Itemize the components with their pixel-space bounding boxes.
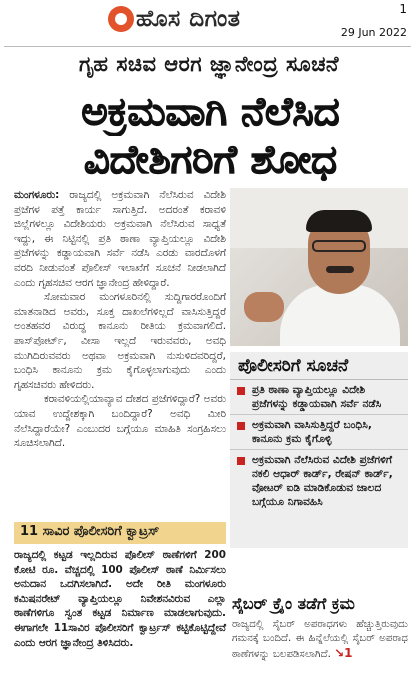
quarters-story-body: ರಾಜ್ಯದಲ್ಲಿ ಕಟ್ಟಡ ಇಲ್ಲದಿರುವ ಪೊಲೀಸ್ ಠಾಣೆಗಳಿಗೆ 200 ಕೋಟಿ ರೂ. ವೆಚ್ಚದಲ್ಲಿ 100 ಪೊಲೀಸ್ ಠಾಣೆ ನಿರ್ಮಿಸಲು ಅನುದಾನ ಒದಗಿಸಲಾಗಿದೆ. ಅದೇ ರೀತಿ ಮಂಗಳೂರು ಕಮಿಷನರೇಟ್ ವ್ಯಾಪ್ತಿಯಲ್ಲೂ ನಿವೇಶನವಿರುವ ಎಲ್ಲಾ ಠಾಣೆಗಳಿಗೂ ಸ್ವಂತ ಕಟ್ಟಡ ನಿರ್ಮಾಣ ಮಾಡಲಾಗುವುದು. ಈಗಾಗಲೇ 11ಸಾವಿರ ಪೊಲೀಸರಿಗೆ ಕ್ವಾರ್ಟ್ರಸ್ ಕಟ್ಟಿಕೊಟ್ಟಿದ್ದೇವೆ ಎಂದು ಆರಗ ಜ್ಞಾನೇಂದ್ರ ತಿಳಿಸಿದರು.: [14, 549, 226, 649]
quarters-subhead: 11 ಸಾವಿರ ಪೊಲೀಸರಿಗೆ ಕ್ವಾಟ್ರಸ್: [14, 522, 226, 544]
dateline: ಮಂಗಳೂರು:: [14, 189, 60, 201]
square-bullet-icon: [237, 457, 245, 465]
square-bullet-icon: [237, 387, 245, 395]
article-paragraph: ಮಂಗಳೂರು: ರಾಜ್ಯದಲ್ಲಿ ಅಕ್ರಮವಾಗಿ ನೆಲೆಸಿರುವ ವಿದೇಶಿ ಪ್ರಜೆಗಳ ಪತ್ತೆ ಕಾರ್ಯ ಸಾಗುತ್ತಿದೆ. ಅದರಂತೆ ಕರಾವಳಿ ಜಿಲ್ಲೆಗಳಲ್ಲೂ ವಿದೇಶಿಯರು ಅಕ್ರಮವಾಗಿ ನೆಲೆಸಿರುವ ಸಾಧ್ಯತೆ ಇದ್ದು, ಈ ನಿಟ್ಟಿನಲ್ಲಿ ಪ್ರತಿ ಠಾಣಾ ವ್ಯಾಪ್ತಿಯಲ್ಲೂ ವಿದೇಶಿ ಪ್ರಜೆಗಳನ್ನು ಕಡ್ಡಾಯವಾಗಿ ಸರ್ವೆ ನಡೆಸಿ ಎರಡು ವಾರದೊಳಗೆ ವರದಿ ನೀಡುವಂತೆ ಪೊಲೀಸ್ ಇಲಾಖೆಗೆ ಸೂಚನೆ ನೀಡಲಾಗಿದೆ ಎಂದು ಗೃಹಸಚಿವ ಆರಗ ಜ್ಞಾನೇಂದ್ರ ಹೇಳಿದ್ದಾರೆ.: [14, 189, 226, 289]
police-instructions-box: [230, 352, 408, 548]
headline-line-1: ಅಕ್ರಮವಾಗಿ ನೆಲೆಸಿದ: [80, 89, 340, 135]
minister-photo: [230, 188, 408, 346]
sidebar-item: ಅಕ್ರಮವಾಗಿ ವಾಸಿಸುತ್ತಿದ್ದರೆ ಬಂಧಿಸಿ, ಕಾನೂನು ಕ್ರಮ ಕೈಗೊಳ್ಳಿ: [230, 415, 408, 450]
article-headline: [14, 88, 406, 184]
cyber-crime-body: ರಾಜ್ಯದಲ್ಲಿ ಸೈಬರ್ ಅಪರಾಧಗಳು ಹೆಚ್ಚುತ್ತಿರುವುದು ಗಮನಕ್ಕೆ ಬಂದಿದೆ. ಈ ಹಿನ್ನೆಲೆಯಲ್ಲಿ ಸೈಬರ್ ಅಪರಾಧ ಠಾಣೆಗಳನ್ನು ಬಲಪಡಿಸಲಾಗಿದೆ. ↘1: [232, 619, 408, 660]
publication-date: 29 Jun 2022: [340, 26, 407, 39]
logo-text: ಹೊಸ ದಿಗಂತ: [136, 6, 241, 32]
article-body: [14, 188, 226, 451]
square-bullet-icon: [237, 422, 245, 430]
masthead: [0, 0, 415, 44]
continued-arrow-icon[interactable]: ↘1: [334, 646, 353, 660]
headline-line-2: ವಿದೇಶಿಗರಿಗೆ ಶೋಧ: [83, 137, 337, 183]
article-paragraph: ಸೋಮವಾರ ಮಂಗಳೂರಿನಲ್ಲಿ ಸುದ್ದಿಗಾರರೊಂದಿಗೆ ಮಾತನಾಡಿದ ಅವರು, ಸೂಕ್ತ ದಾಖಲೆಗಳಿಲ್ಲದೆ ವಾಸಿಸುತ್ತಿದ್ದರೆ ಅಂತಹವರ ವಿರುದ್ಧ ಕಾನೂನು ರೀತಿಯ ಕ್ರಮವಾಗಲಿದೆ. ಪಾಸ್‌ಪೋರ್ಟ್, ವೀಸಾ ಇಲ್ಲದೆ ಇರುವವರು, ಅವಧಿ ಮುಗಿದಿರುವವರು ಅಥವಾ ಅಕ್ರಮವಾಗಿ ನುಸುಳಿದವರಿದ್ದರೆ, ಬಂಧಿಸಿ ಕಾನೂನು ಕ್ರಮ ಕೈಗೊಳ್ಳಲಾಗುವುದು ಎಂದು ಗೃಹಸಚಿವರು ಹೇಳಿದರು.: [14, 291, 226, 391]
sidebar-title: ಪೊಲೀಸರಿಗೆ ಸೂಚನೆ: [230, 352, 408, 380]
newspaper-logo: [108, 4, 240, 34]
page-number: 1: [399, 2, 407, 16]
article-kicker: ಗೃಹ ಸಚಿವ ಆರಗ ಜ್ಞಾನೇಂದ್ರ ಸೂಚನೆ: [79, 52, 339, 76]
logo-sun-icon: [108, 6, 134, 32]
article-paragraph: ಕರಾವಳಿಯಲ್ಲಿಯಾವ್ಯಾವ ದೇಶದ ಪ್ರಜೆಗಳಿದ್ದಾರೆ? ಅವರು ಯಾವ ಉದ್ದೇಶಕ್ಕಾಗಿ ಬಂದಿದ್ದಾರೆ? ಅವಧಿ ಮೀರಿ ನೆಲೆಸಿದ್ದಾರೆಯೇ? ಎಂಬುದರ ಬಗ್ಗೆಯೂ ಮಾಹಿತಿ ಸಂಗ್ರಹಿಸಲು ಸೂಚಿಸಲಾಗಿದೆ.: [14, 393, 226, 450]
sidebar-item: ಅಕ್ರಮವಾಗಿ ನೆಲೆಸಿರುವ ವಿದೇಶಿ ಪ್ರಜೆಗಳಿಗೆ ನಕಲಿ ಆಧಾರ್ ಕಾರ್ಡ್, ರೇಷನ್ ಕಾರ್ಡ್, ವೋಟರ್ ಐಡಿ ಮಾಡಿಕೊಡುವ ಜಾಲದ ಬಗ್ಗೆಯೂ ನಿಗಾವಹಿಸಿ: [230, 450, 408, 512]
cyber-crime-headline: ಸೈಬರ್ ಕ್ರೈಂ ತಡೆಗೆ ಕ್ರಮ: [232, 594, 355, 613]
sidebar-item: ಪ್ರತಿ ಠಾಣಾ ವ್ಯಾಪ್ತಿಯಲ್ಲೂ ವಿದೇಶಿ ಪ್ರಜೆಗಳನ್ನು ಕಡ್ಡಾಯವಾಗಿ ಸರ್ವೆ ನಡೆಸಿ: [230, 380, 408, 415]
